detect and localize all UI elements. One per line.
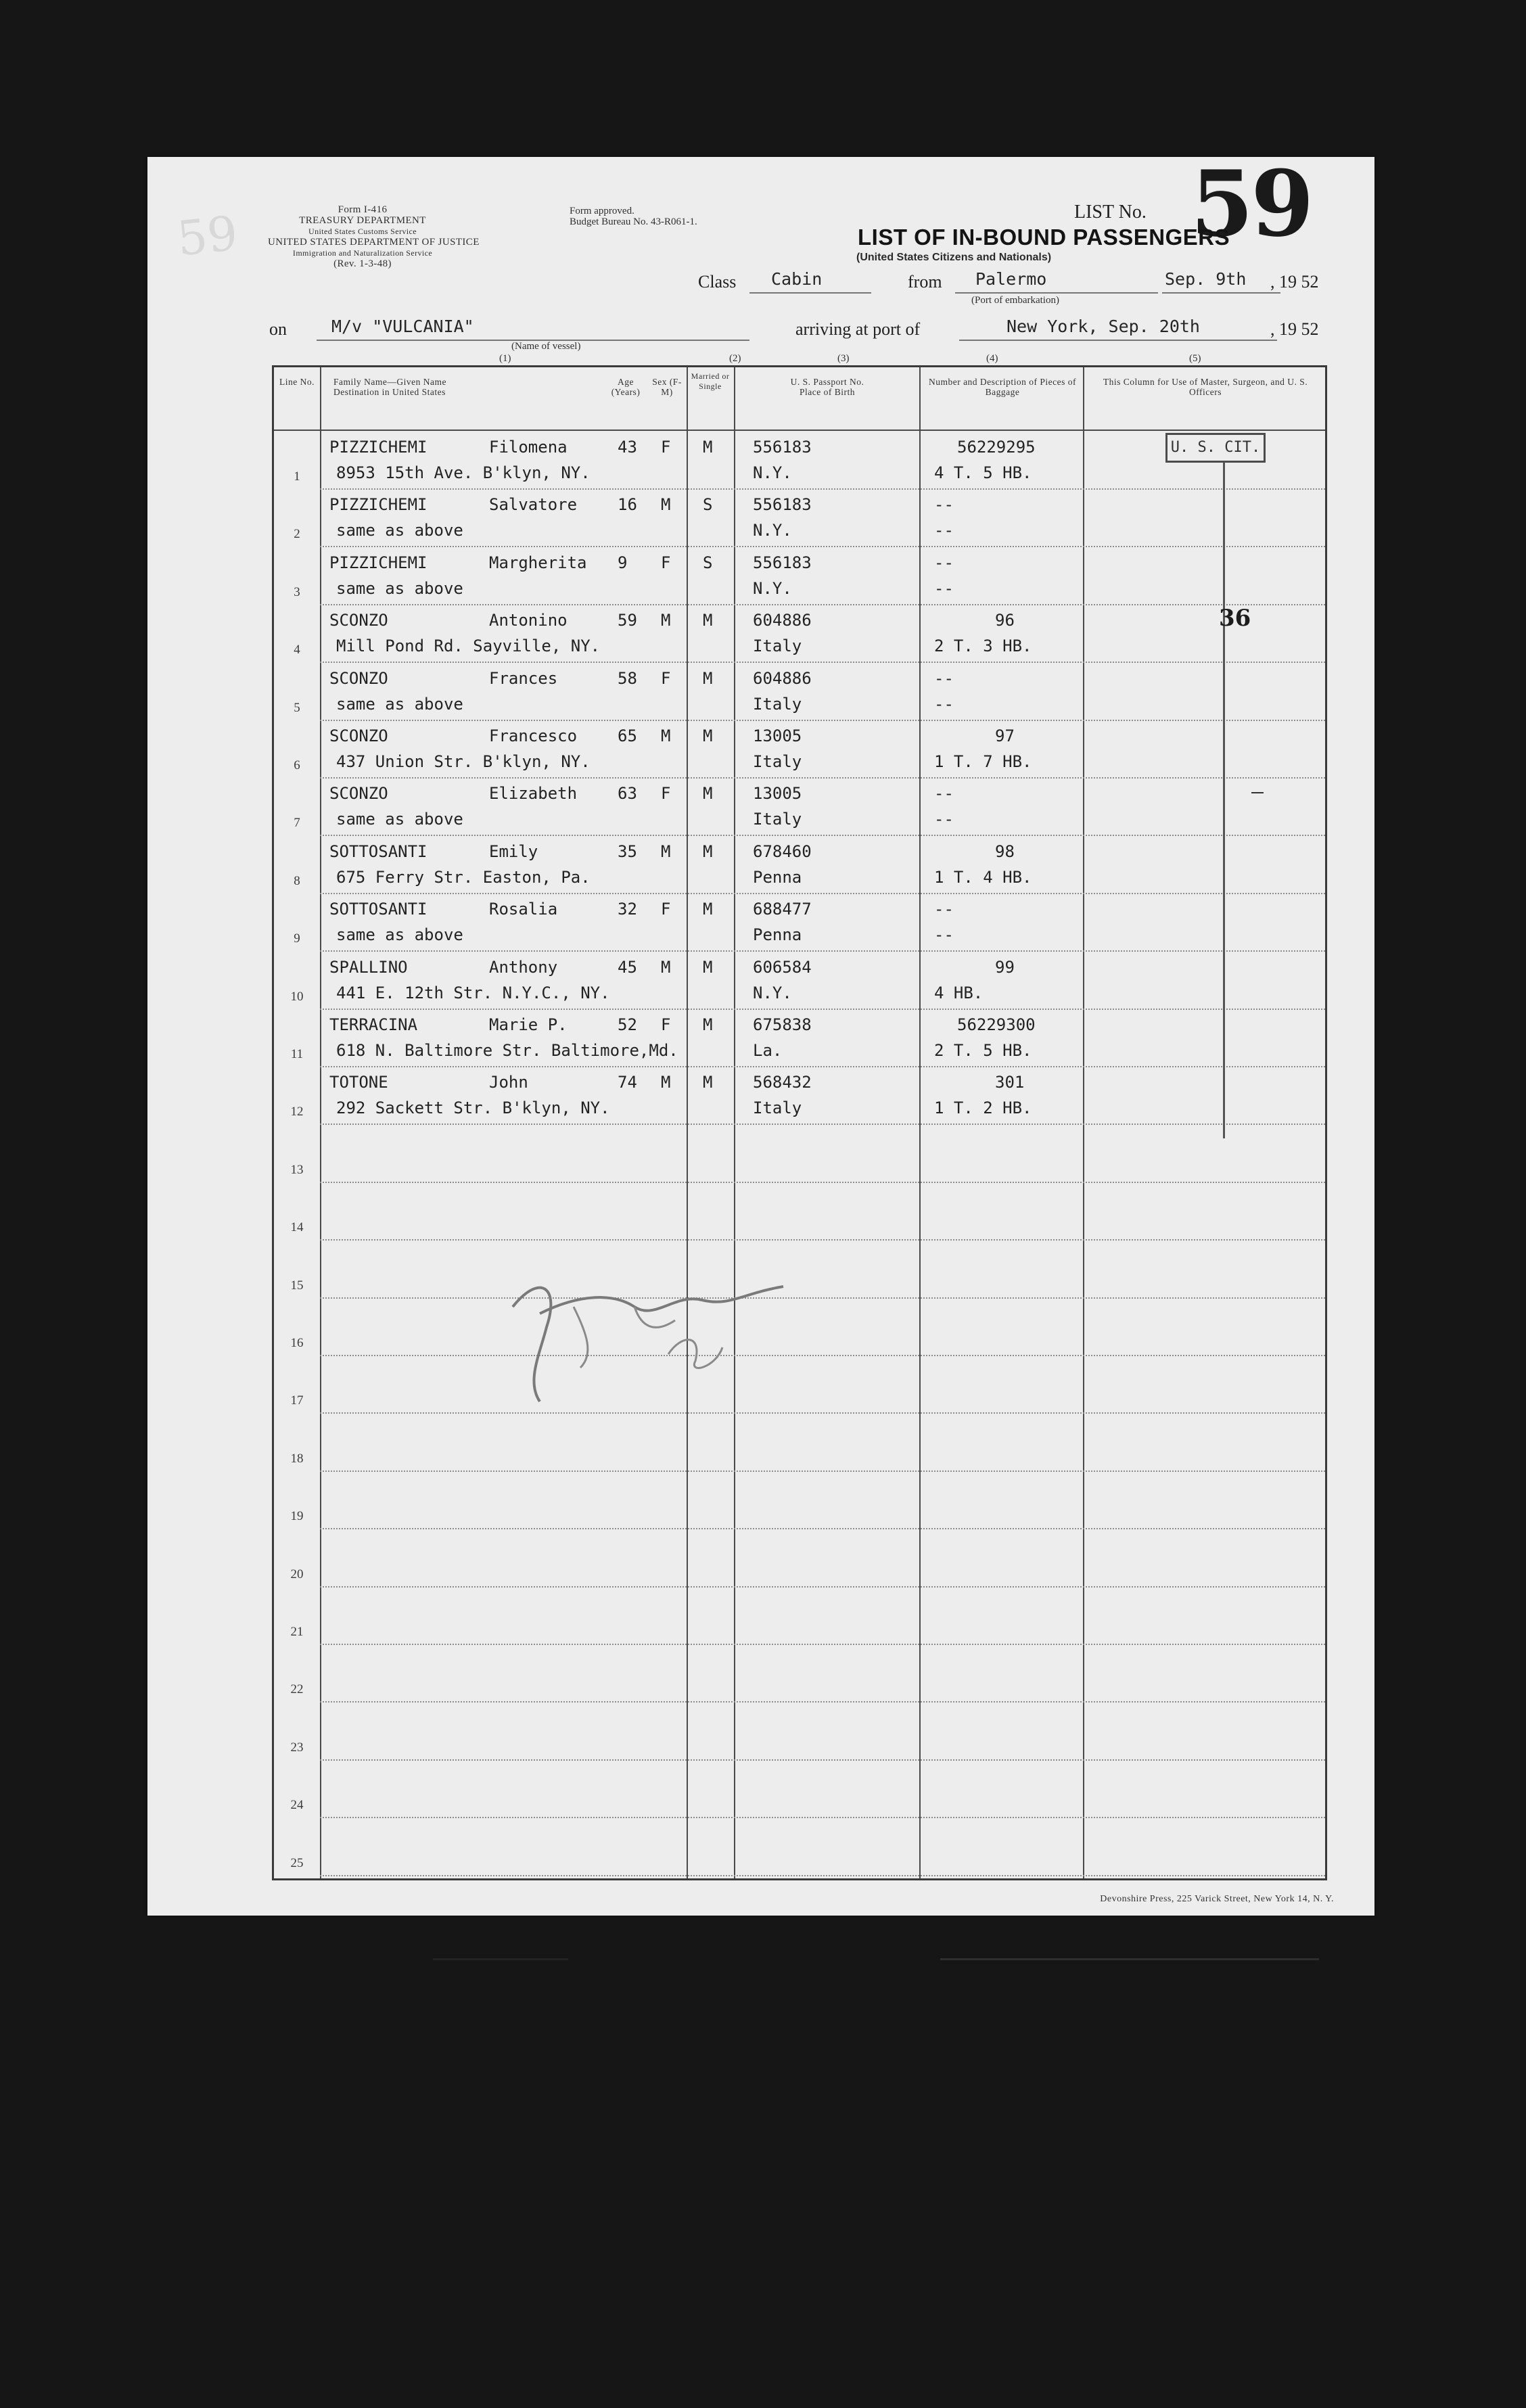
passport-number: 13005 bbox=[753, 726, 802, 745]
line-number: 6 bbox=[294, 758, 300, 772]
baggage-tag: 99 bbox=[995, 957, 1015, 977]
passport-number: 556183 bbox=[753, 495, 812, 515]
table-row bbox=[274, 894, 1325, 952]
line-number: 2 bbox=[294, 527, 300, 542]
given-name: Filomena bbox=[489, 438, 568, 457]
baggage-pieces: -- bbox=[934, 810, 954, 829]
baggage-pieces: 2 T. 5 HB. bbox=[934, 1041, 1032, 1060]
destination: same as above bbox=[336, 521, 463, 540]
passport-number: 556183 bbox=[753, 438, 812, 457]
age: 65 bbox=[618, 726, 637, 745]
table-row bbox=[274, 1067, 1325, 1125]
family-name: SCONZO bbox=[329, 784, 388, 804]
age: 74 bbox=[618, 1073, 637, 1092]
line-number: 4 bbox=[294, 643, 300, 657]
age: 58 bbox=[618, 668, 637, 688]
sex: M bbox=[661, 841, 671, 861]
col-header-line-no: Line No. bbox=[279, 377, 315, 387]
line-number: 11 bbox=[290, 1047, 304, 1061]
sex: M bbox=[661, 726, 671, 745]
margin-scrawl: 59 bbox=[174, 205, 241, 267]
col-header-passport-text: U. S. Passport No. Place of Birth bbox=[790, 377, 864, 397]
line-number: 9 bbox=[294, 931, 300, 946]
passport-number: 604886 bbox=[753, 668, 812, 688]
age: 35 bbox=[618, 841, 637, 861]
baggage-tag: -- bbox=[934, 668, 954, 688]
passport-number: 675838 bbox=[753, 1015, 812, 1034]
place-of-birth: Italy bbox=[753, 810, 802, 829]
sex: M bbox=[661, 1073, 671, 1092]
vessel-caption: (Name of vessel) bbox=[511, 341, 581, 352]
given-name: John bbox=[489, 1073, 528, 1092]
budget-bureau: Budget Bureau No. 43-R061-1. bbox=[570, 216, 697, 227]
family-name: TERRACINA bbox=[329, 1015, 418, 1034]
line-number: 24 bbox=[290, 1798, 304, 1813]
place-of-birth: Italy bbox=[753, 694, 802, 714]
line-number: 14 bbox=[290, 1220, 304, 1235]
place-of-birth: Italy bbox=[753, 752, 802, 771]
class-underline bbox=[749, 292, 871, 294]
col-header-name-text: Family Name—Given Name Destination in United States bbox=[333, 377, 446, 397]
destination: 618 N. Baltimore Str. Baltimore,Md. bbox=[336, 1041, 678, 1060]
baggage-tag: 97 bbox=[995, 726, 1015, 745]
table-row bbox=[274, 1414, 1325, 1472]
place-of-birth: N.Y. bbox=[753, 578, 792, 598]
passenger-table bbox=[272, 365, 1327, 1880]
marital-status: M bbox=[703, 957, 713, 977]
table-row bbox=[274, 1588, 1325, 1645]
place-of-birth: Penna bbox=[753, 925, 802, 945]
side-note-36: 36 bbox=[1219, 605, 1251, 632]
destination: 441 E. 12th Str. N.Y.C., NY. bbox=[336, 983, 610, 1002]
baggage-pieces: 2 T. 3 HB. bbox=[934, 636, 1032, 656]
destination: 8953 15th Ave. B'klyn, NY. bbox=[336, 463, 591, 482]
table-row bbox=[274, 664, 1325, 721]
customs-service: United States Customs Service bbox=[308, 227, 417, 236]
family-name: SCONZO bbox=[329, 726, 388, 745]
baggage-tag: -- bbox=[934, 495, 954, 515]
given-name: Elizabeth bbox=[489, 784, 578, 804]
given-name: Margherita bbox=[489, 553, 587, 572]
arrival-underline bbox=[959, 340, 1277, 341]
line-number: 1 bbox=[294, 469, 300, 484]
table-row bbox=[274, 490, 1325, 547]
from-label: from bbox=[908, 272, 942, 292]
sex: F bbox=[661, 1015, 671, 1034]
vessel-name: M/v "VULCANIA" bbox=[331, 317, 474, 336]
class-value: Cabin bbox=[771, 269, 823, 289]
line-number: 8 bbox=[294, 873, 300, 888]
family-name: SCONZO bbox=[329, 668, 388, 688]
printer-footer: Devonshire Press, 225 Varick Street, New York 14, N. Y. bbox=[1100, 1894, 1334, 1904]
table-row bbox=[274, 952, 1325, 1010]
table-row bbox=[274, 1183, 1325, 1241]
form-title: LIST OF IN-BOUND PASSENGERS bbox=[858, 225, 1230, 250]
sex: F bbox=[661, 553, 671, 572]
line-number: 17 bbox=[290, 1393, 304, 1408]
passport-number: 604886 bbox=[753, 611, 812, 630]
arrival-year: , 19 52 bbox=[1270, 319, 1319, 339]
family-name: PIZZICHEMI bbox=[329, 495, 427, 515]
from-value: Palermo bbox=[975, 269, 1047, 289]
col-number: (5) bbox=[1189, 353, 1201, 364]
given-name: Antonino bbox=[489, 611, 568, 630]
family-name: PIZZICHEMI bbox=[329, 553, 427, 572]
table-row bbox=[274, 721, 1325, 779]
header-rule bbox=[274, 430, 1325, 431]
line-number: 21 bbox=[290, 1625, 304, 1639]
sex: M bbox=[661, 957, 671, 977]
baggage-pieces: -- bbox=[934, 694, 954, 714]
form-subtitle: (United States Citizens and Nationals) bbox=[856, 252, 1052, 263]
table-row bbox=[274, 1530, 1325, 1588]
marital-status: M bbox=[703, 1073, 713, 1092]
passport-number: 688477 bbox=[753, 900, 812, 919]
baggage-tag: -- bbox=[934, 784, 954, 804]
table-row bbox=[274, 605, 1325, 663]
sex: F bbox=[661, 784, 671, 804]
col-header-name bbox=[333, 367, 557, 430]
passport-number: 606584 bbox=[753, 957, 812, 977]
table-row bbox=[274, 837, 1325, 894]
sex: F bbox=[661, 438, 671, 457]
given-name: Emily bbox=[489, 841, 538, 861]
table-row bbox=[274, 1472, 1325, 1529]
baggage-pieces: -- bbox=[934, 521, 954, 540]
col-header-passport bbox=[741, 367, 914, 430]
table-row bbox=[274, 548, 1325, 605]
marital-status: M bbox=[703, 900, 713, 919]
sex: F bbox=[661, 668, 671, 688]
baggage-pieces: -- bbox=[934, 925, 954, 945]
age: 45 bbox=[618, 957, 637, 977]
given-name: Francesco bbox=[489, 726, 578, 745]
place-of-birth: Italy bbox=[753, 1098, 802, 1118]
age: 59 bbox=[618, 611, 637, 630]
marital-status: M bbox=[703, 726, 713, 745]
baggage-tag: 301 bbox=[995, 1073, 1025, 1092]
line-number: 22 bbox=[290, 1682, 304, 1697]
on-label: on bbox=[269, 319, 287, 339]
table-row bbox=[274, 1703, 1325, 1761]
form-block bbox=[268, 204, 480, 269]
film-scratch bbox=[940, 1958, 1319, 1960]
destination: same as above bbox=[336, 925, 463, 945]
baggage-pieces: 1 T. 2 HB. bbox=[934, 1098, 1032, 1118]
immigration-service: Immigration and Naturalization Service bbox=[292, 248, 433, 258]
given-name: Marie P. bbox=[489, 1015, 568, 1034]
age: 16 bbox=[618, 495, 637, 515]
place-of-birth: Italy bbox=[753, 636, 802, 656]
officer-signature bbox=[499, 1266, 824, 1415]
given-name: Rosalia bbox=[489, 900, 558, 919]
date-underline bbox=[1162, 292, 1280, 294]
age: 63 bbox=[618, 784, 637, 804]
col-header-age: Age (Years) bbox=[611, 377, 641, 397]
col-number: (1) bbox=[499, 353, 511, 364]
line-number: 3 bbox=[294, 584, 300, 599]
line-number: 23 bbox=[290, 1740, 304, 1755]
sex: M bbox=[661, 611, 671, 630]
baggage-tag: -- bbox=[934, 900, 954, 919]
family-name: SOTTOSANTI bbox=[329, 900, 427, 919]
age: 52 bbox=[618, 1015, 637, 1034]
marital-status: M bbox=[703, 611, 713, 630]
family-name: SOTTOSANTI bbox=[329, 841, 427, 861]
place-of-birth: N.Y. bbox=[753, 983, 792, 1002]
marital-status: M bbox=[703, 841, 713, 861]
from-underline bbox=[955, 292, 1158, 294]
passport-number: 568432 bbox=[753, 1073, 812, 1092]
departure-year: , 19 52 bbox=[1270, 272, 1319, 292]
line-number: 10 bbox=[290, 989, 304, 1004]
destination: Mill Pond Rd. Sayville, NY. bbox=[336, 636, 601, 656]
col-header-officers: This Column for Use of Master, Surgeon, and U. S. Officers bbox=[1103, 377, 1308, 397]
table-row bbox=[274, 1645, 1325, 1703]
age: 9 bbox=[618, 553, 628, 572]
destination: same as above bbox=[336, 578, 463, 598]
baggage-pieces: -- bbox=[934, 578, 954, 598]
line-number: 25 bbox=[290, 1855, 304, 1870]
line-number: 18 bbox=[290, 1451, 304, 1466]
manifest-sheet bbox=[147, 150, 1374, 1916]
revision: (Rev. 1-3-48) bbox=[333, 258, 392, 269]
us-cit-stamp: U. S. CIT. bbox=[1165, 433, 1266, 463]
baggage-tag: 96 bbox=[995, 611, 1015, 630]
marital-status: M bbox=[703, 438, 713, 457]
form-number: Form I-416 bbox=[338, 204, 388, 215]
line-number: 13 bbox=[290, 1162, 304, 1177]
baggage-pieces: 1 T. 4 HB. bbox=[934, 867, 1032, 887]
family-name: SCONZO bbox=[329, 611, 388, 630]
place-of-birth: N.Y. bbox=[753, 463, 792, 482]
class-label: Class bbox=[698, 272, 737, 292]
family-name: TOTONE bbox=[329, 1073, 388, 1092]
baggage-pieces: 4 HB. bbox=[934, 983, 984, 1002]
baggage-pieces: 4 T. 5 HB. bbox=[934, 463, 1032, 482]
form-approved-line: Form approved. bbox=[570, 206, 634, 216]
list-no-label: LIST No. bbox=[1074, 202, 1147, 223]
marital-status: M bbox=[703, 668, 713, 688]
marital-status: S bbox=[703, 553, 713, 572]
baggage-tag: 56229300 bbox=[957, 1015, 1036, 1034]
treasury-dept: TREASURY DEPARTMENT bbox=[299, 215, 426, 226]
baggage-pieces: 1 T. 7 HB. bbox=[934, 752, 1032, 771]
port-caption: (Port of embarkation) bbox=[971, 295, 1059, 306]
age: 32 bbox=[618, 900, 637, 919]
family-name: SPALLINO bbox=[329, 957, 408, 977]
place-of-birth: Penna bbox=[753, 867, 802, 887]
form-approved bbox=[570, 206, 697, 227]
film-scratch bbox=[433, 1958, 568, 1960]
line-number: 5 bbox=[294, 700, 300, 715]
destination: 675 Ferry Str. Easton, Pa. bbox=[336, 867, 591, 887]
table-row bbox=[274, 1126, 1325, 1183]
col-header-baggage: Number and Description of Pieces of Baggage bbox=[928, 377, 1077, 397]
family-name: PIZZICHEMI bbox=[329, 438, 427, 457]
destination: 292 Sackett Str. B'klyn, NY. bbox=[336, 1098, 610, 1118]
departure-date: Sep. 9th bbox=[1165, 269, 1247, 289]
col-number: (4) bbox=[986, 353, 998, 364]
baggage-tag: 98 bbox=[995, 841, 1015, 861]
given-name: Salvatore bbox=[489, 495, 578, 515]
line-number: 16 bbox=[290, 1336, 304, 1350]
list-number: 59 bbox=[1190, 150, 1312, 257]
destination: same as above bbox=[336, 694, 463, 714]
line-number: 19 bbox=[290, 1509, 304, 1524]
table-row bbox=[274, 779, 1325, 836]
arrival-port-date: New York, Sep. 20th bbox=[1007, 317, 1200, 336]
destination: 437 Union Str. B'klyn, NY. bbox=[336, 752, 591, 771]
place-of-birth: La. bbox=[753, 1041, 783, 1060]
table-row bbox=[274, 1819, 1325, 1876]
passport-number: 13005 bbox=[753, 784, 802, 804]
baggage-tag: 56229295 bbox=[957, 438, 1036, 457]
check-line bbox=[1223, 462, 1225, 1138]
marital-status: S bbox=[703, 495, 713, 515]
passport-number: 678460 bbox=[753, 841, 812, 861]
passport-number: 556183 bbox=[753, 553, 812, 572]
table-row bbox=[274, 1010, 1325, 1067]
line-number: 7 bbox=[294, 816, 300, 831]
age: 43 bbox=[618, 438, 637, 457]
marital-status: M bbox=[703, 784, 713, 804]
justice-dept: UNITED STATES DEPARTMENT OF JUSTICE bbox=[268, 237, 480, 248]
marital-status: M bbox=[703, 1015, 713, 1034]
col-header-sex: Sex (F-M) bbox=[652, 377, 682, 397]
line-number: 15 bbox=[290, 1278, 304, 1293]
row-rule bbox=[320, 1875, 1325, 1876]
line-number: 20 bbox=[290, 1567, 304, 1581]
arriving-label: arriving at port of bbox=[795, 319, 921, 339]
table-row bbox=[274, 1761, 1325, 1818]
col-header-married: Married or Single bbox=[691, 371, 730, 391]
given-name: Frances bbox=[489, 668, 558, 688]
baggage-tag: -- bbox=[934, 553, 954, 572]
sex: M bbox=[661, 495, 671, 515]
side-dash bbox=[1251, 792, 1264, 793]
col-number: (3) bbox=[837, 353, 850, 364]
col-number: (2) bbox=[729, 353, 741, 364]
destination: same as above bbox=[336, 810, 463, 829]
line-number: 12 bbox=[290, 1105, 304, 1119]
place-of-birth: N.Y. bbox=[753, 521, 792, 540]
given-name: Anthony bbox=[489, 957, 558, 977]
sex: F bbox=[661, 900, 671, 919]
